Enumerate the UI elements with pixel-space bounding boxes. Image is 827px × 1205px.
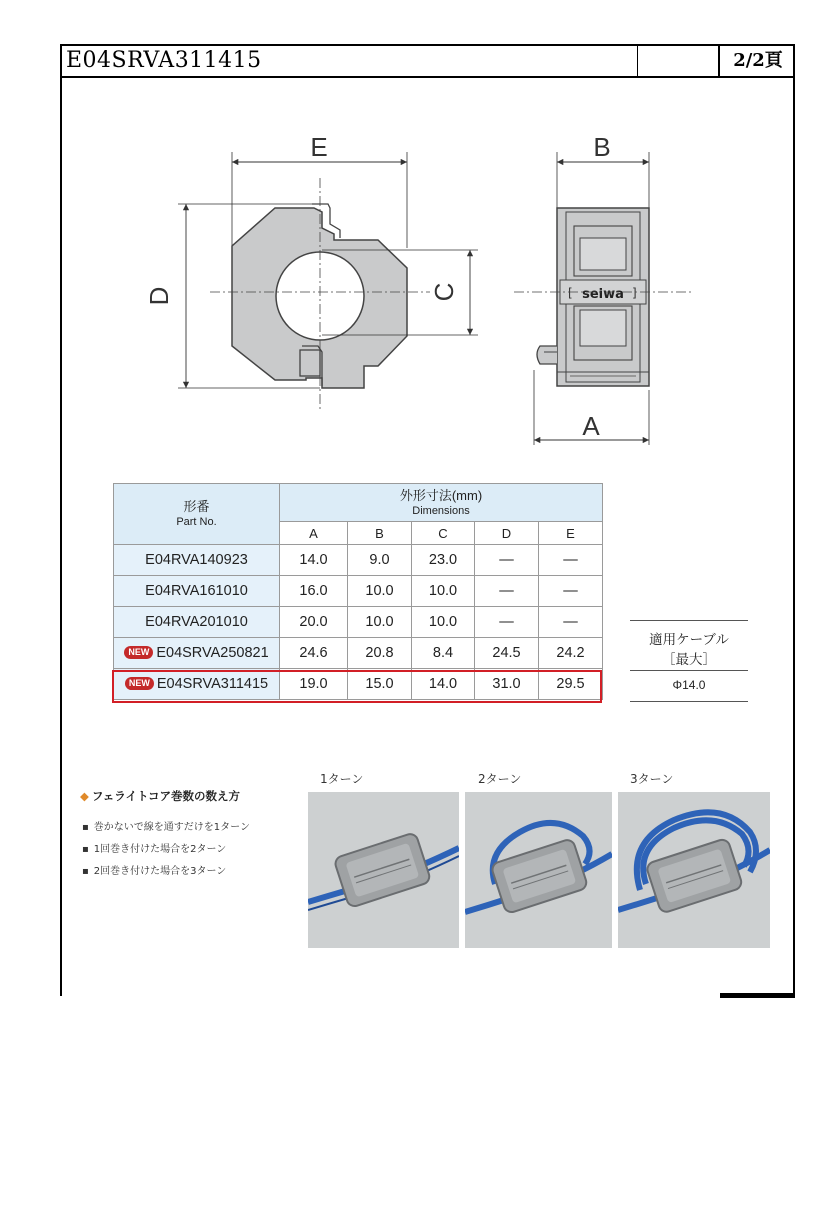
table-row [114,638,603,669]
dimensions-header: 外形寸法(mm) Dimensions [280,484,603,522]
part-number-cell: E04RVA161010 [114,576,280,607]
list-item: ▪ 1回巻き付けた場合を2ターン [82,844,227,855]
page-number: 2/2頁 [733,50,783,71]
dimension-cell-b: 10.0 [348,576,412,607]
dimension-cell-c: 10.0 [412,607,475,638]
cable-table-rule [630,670,748,671]
dimension-cell-a: 14.0 [280,545,348,576]
col-header-d: D [475,522,539,545]
table-row [114,545,603,576]
photo-two-turns [465,792,612,948]
col-header-e: E [539,522,603,545]
col-header-a: A [280,522,348,545]
table-row [114,607,603,638]
side-view [514,132,692,445]
photo-label: 3ターン [630,772,674,786]
dimension-cell-d: 31.0 [475,669,539,700]
photo-label: 1ターン [320,772,364,786]
new-badge: NEW [125,677,154,690]
dimension-cell-b: 10.0 [348,607,412,638]
dim-label-e: E [310,132,328,162]
frame-right-border [793,44,795,996]
dimension-cell-c: 23.0 [412,545,475,576]
cable-table-rule [630,701,748,702]
dimension-cell-e: 24.2 [539,638,603,669]
col-header-c: C [412,522,475,545]
header-divider [718,44,720,78]
dimension-cell-e: — [539,607,603,638]
spec-table [113,483,603,700]
part-number-cell: NEW E04SRVA311415 [114,669,280,700]
dimension-cell-a: 19.0 [280,669,348,700]
brand-mark: seiwa [582,287,624,302]
dimension-cell-b: 15.0 [348,669,412,700]
dim-label-b: B [593,132,611,162]
dim-label-a: A [582,411,600,441]
turns-section-title: ◆ フェライトコア巻数の数え方 [80,789,240,803]
part-number-cell: NEW E04SRVA250821 [114,638,280,669]
diamond-icon: ◆ [80,789,89,803]
part-no-header: 形番 Part No. [114,484,280,545]
selected-row-highlight [112,670,602,703]
header-divider [637,44,638,78]
dimension-cell-e: — [539,576,603,607]
dimension-drawing [60,100,740,460]
dimension-cell-b: 20.8 [348,638,412,669]
dimension-cell-e: 29.5 [539,669,603,700]
dimension-cell-e: — [539,545,603,576]
dimension-cell-d: — [475,545,539,576]
cable-header-sub: ［最大］ [662,652,716,668]
part-number-cell: E04RVA201010 [114,607,280,638]
cable-max-value: Φ14.0 [672,678,706,692]
part-number-cell: E04RVA140923 [114,545,280,576]
col-header-b: B [348,522,412,545]
svg-text:[: [ [568,286,573,300]
new-badge: NEW [124,646,153,659]
bottom-bar [720,993,795,998]
dim-label-d: D [144,286,174,306]
dim-label-c: C [429,282,459,302]
dimension-cell-a: 20.0 [280,607,348,638]
photo-label: 2ターン [478,772,522,786]
front-view [144,132,478,410]
dimension-cell-d: 24.5 [475,638,539,669]
dimension-cell-a: 24.6 [280,638,348,669]
table-row [114,576,603,607]
cable-table-rule [630,620,748,621]
cable-header: 適用ケーブル [649,632,729,648]
list-item: ▪ 2回巻き付けた場合を3ターン [82,866,227,877]
dimension-cell-b: 9.0 [348,545,412,576]
dimension-cell-d: — [475,607,539,638]
photo-one-turn [308,792,459,948]
document-title: E04SRVA311415 [66,48,262,73]
list-item: ▪ 巻かないで線を通すだけを1ターン [82,822,250,833]
photo-three-turns [618,792,770,948]
dimension-cell-c: 14.0 [412,669,475,700]
dimension-cell-a: 16.0 [280,576,348,607]
dimension-cell-d: — [475,576,539,607]
dimension-cell-c: 8.4 [412,638,475,669]
svg-text:]: ] [632,286,637,300]
dimension-cell-c: 10.0 [412,576,475,607]
